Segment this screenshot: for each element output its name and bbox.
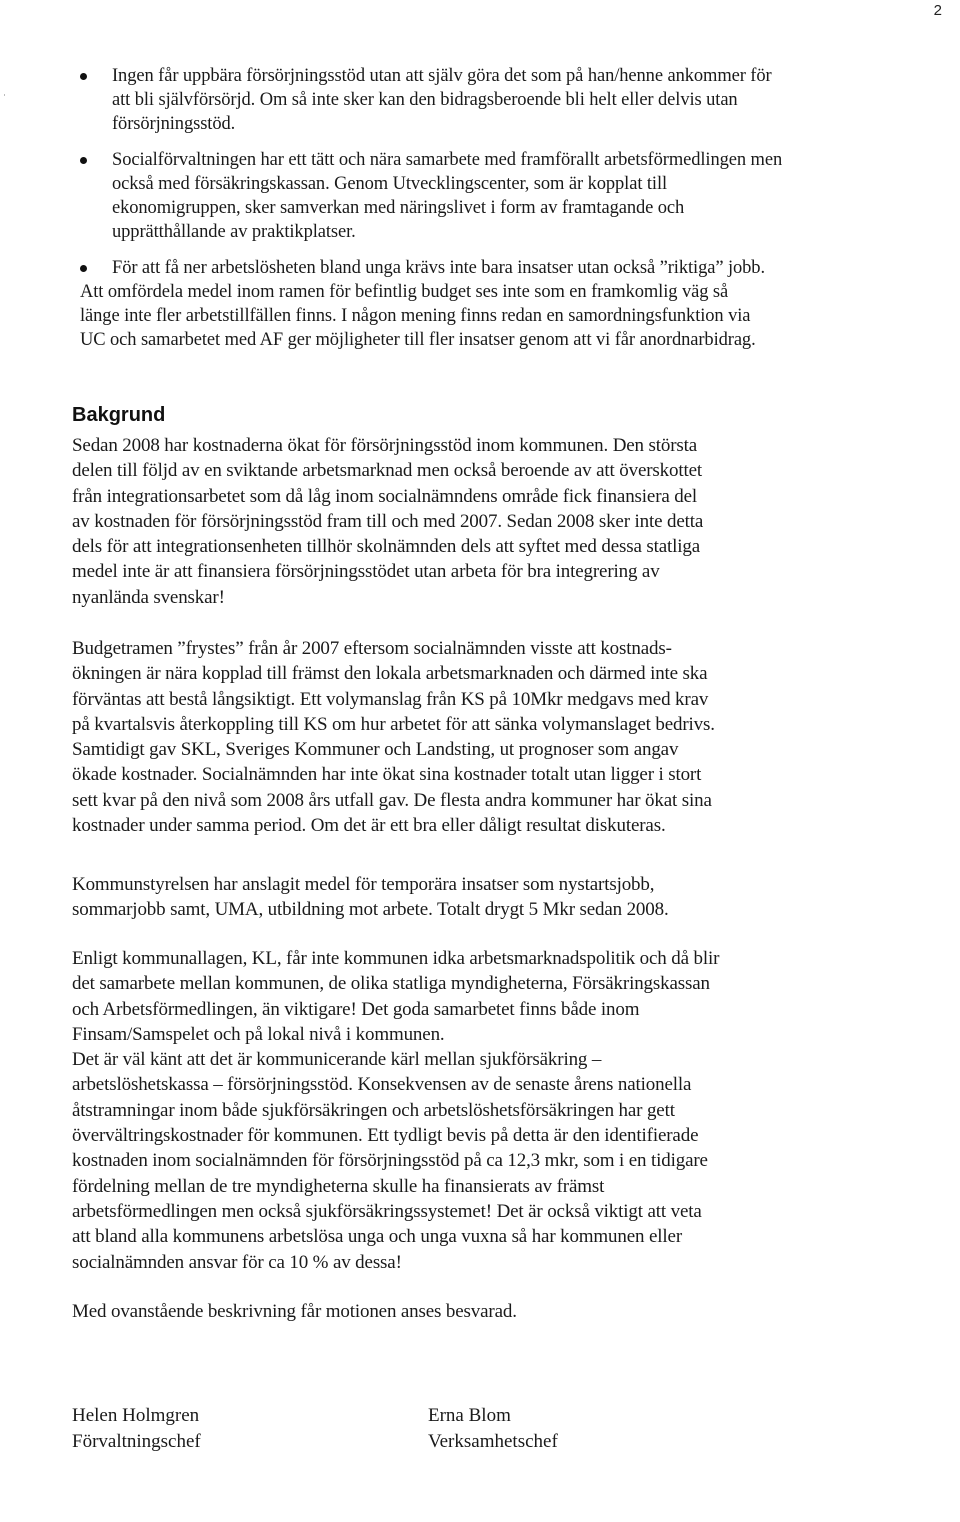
bullet-line: Socialförvaltningen har ett tätt och nära samarbete med framförallt arbetsförmedlingen men — [112, 150, 783, 170]
text-line: kostnaden inom socialnämnden för försörjningsstöd på ca 12,3 mkr, som i en tidigare — [72, 1150, 708, 1172]
bullet-item — [80, 256, 910, 352]
text-line: Budgetramen ”frystes” från år 2007 eftersom socialnämnden visste att kostnads- — [72, 638, 672, 659]
signatory-title: Verksamhetschef — [428, 1430, 558, 1452]
paragraph-kommunstyrelsen — [72, 872, 872, 923]
text-line: av kostnaden för försörjningsstöd fram till och med 2007. Sedan 2008 sker inte detta — [72, 510, 704, 532]
text-line: fördelning mellan de tre myndigheterna skulle ha finansierats av främst — [72, 1175, 605, 1197]
bullet-line: Att omfördela medel inom ramen för befintlig budget ses inte som en framkomlig väg så — [80, 282, 729, 302]
bullet-item — [80, 148, 910, 244]
text-line: dels för att integrationsenheten tillhör skolnämnden dels att syftet med dessa statliga — [72, 536, 701, 558]
text-line: medel inte är att finansiera försörjningsstödet utan arbeta för bra integrering av — [72, 561, 660, 583]
bullet-line: att bli självförsörjd. Om så inte sker kan den bidragsberoende bli helt eller delvis utan — [112, 90, 738, 110]
text-line: och Arbetsförmedlingen, än viktigare! Det goda samarbetet finns både inom — [72, 998, 640, 1020]
text-line: på kvartalsvis återkoppling till KS om hur arbetet för att sänka volymanslaget bedrivs. — [72, 713, 715, 735]
text-line: arbetslöshetskassa – försörjningsstöd. Konsekvensen av de senaste årens nationella — [72, 1074, 692, 1096]
signatory-title: Förvaltningschef — [72, 1430, 201, 1452]
text-line: Med ovanstående beskrivning får motionen anses besvarad. — [72, 1301, 517, 1322]
text-line: kostnader under samma period. Om det är ett bra eller dåligt resultat diskuteras. — [72, 815, 666, 837]
bullet-line: Ingen får uppbära försörjningsstöd utan att själv göra det som på han/henne ankommer för — [112, 66, 772, 86]
bullet-line: också med försäkringskassan. Genom Utvecklingscenter, som är kopplat till — [112, 174, 668, 194]
section-heading: Bakgrund — [72, 404, 166, 426]
text-line: ökningen är nära kopplad till främst den lokala arbetsmarknaden och därmed inte ska — [72, 663, 708, 685]
text-line: åtstramningar inom både sjukförsäkringen och arbetslöshetsförsäkringen har gett — [72, 1099, 675, 1121]
page-number: 2 — [933, 2, 942, 19]
text-line: Enligt kommunallagen, KL, får inte kommunen idka arbetsmarknadspolitik och då blir — [72, 948, 720, 969]
bullet-item — [80, 64, 910, 136]
text-line: Sedan 2008 har kostnaderna ökat för försörjningsstöd inom kommunen. Den största — [72, 435, 698, 456]
text-line: förväntas att bestå långsiktigt. Ett volymanslag från KS på 10Mkr medgavs med krav — [72, 688, 709, 710]
text-line: Det är väl känt att det är kommunicerande kärl mellan sjukförsäkring – — [72, 1049, 602, 1071]
signatory-name: Helen Holmgren — [72, 1405, 200, 1426]
text-line: övervältringskostnader för kommunen. Ett tydligt bevis på detta är den identifierade — [72, 1125, 699, 1147]
text-line: socialnämnden ansvar för ca 10 % av dessa! — [72, 1251, 402, 1273]
scan-artifact — [4, 94, 5, 96]
text-line: sett kvar på den nivå som 2008 års utfall gav. De flesta andra kommuner har ökat sina — [72, 789, 712, 811]
paragraph-background — [72, 433, 872, 610]
paragraph-conclusion — [72, 1299, 872, 1324]
bullet-line: ekonomigruppen, sker samverkan med näringslivet i form av framtagande och — [112, 198, 685, 218]
text-line: nyanlända svenskar! — [72, 586, 225, 608]
signatory-name: Erna Blom — [428, 1405, 511, 1426]
text-line: arbetsförmedlingen men också sjukförsäkringssystemet! Det är också viktigt att veta — [72, 1200, 702, 1222]
signature-block — [72, 1403, 201, 1454]
paragraph-kommunallagen — [72, 946, 872, 1275]
bullet-line: upprätthållande av praktikplatser. — [112, 222, 356, 242]
text-line: från integrationsarbetet som då låg inom socialnämndens område fick finansiera del — [72, 485, 698, 507]
text-line: delen till följd av en sviktande arbetsmarknad men också beroende av att överskottet — [72, 460, 703, 482]
bullet-list — [80, 64, 910, 352]
paragraph-budget — [72, 636, 872, 838]
bullet-line: UC och samarbetet med AF ger möjligheter till fler insatser genom att vi får anordnarbidrag. — [80, 330, 756, 350]
text-line: ökade kostnader. Socialnämnden har inte ökat sina kostnader totalt utan ligger i stort — [72, 764, 702, 786]
text-line: det samarbete mellan kommunen, de olika statliga myndigheterna, Försäkringskassan — [72, 973, 710, 995]
bullet-line: länge inte fler arbetstillfällen finns. I någon mening finns redan en samordningsfunktion via — [80, 306, 751, 326]
text-line: Kommunstyrelsen har anslagit medel för temporära insatser som nystartsjobb, — [72, 874, 655, 895]
bullet-line: För att få ner arbetslösheten bland unga krävs inte bara insatser utan också ”riktiga” jobb. — [112, 258, 765, 278]
text-line: Samtidigt gav SKL, Sveriges Kommuner och Landsting, ut prognoser som angav — [72, 739, 679, 761]
text-line: att bland alla kommunens arbetslösa unga och unga vuxna så har kommunen eller — [72, 1226, 682, 1248]
text-line: sommarjobb samt, UMA, utbildning mot arbete. Totalt drygt 5 Mkr sedan 2008. — [72, 899, 669, 921]
text-line: Finsam/Samspelet och på lokal nivå i kommunen. — [72, 1023, 445, 1045]
bullet-line: försörjningsstöd. — [112, 114, 236, 134]
signature-block — [428, 1403, 558, 1454]
